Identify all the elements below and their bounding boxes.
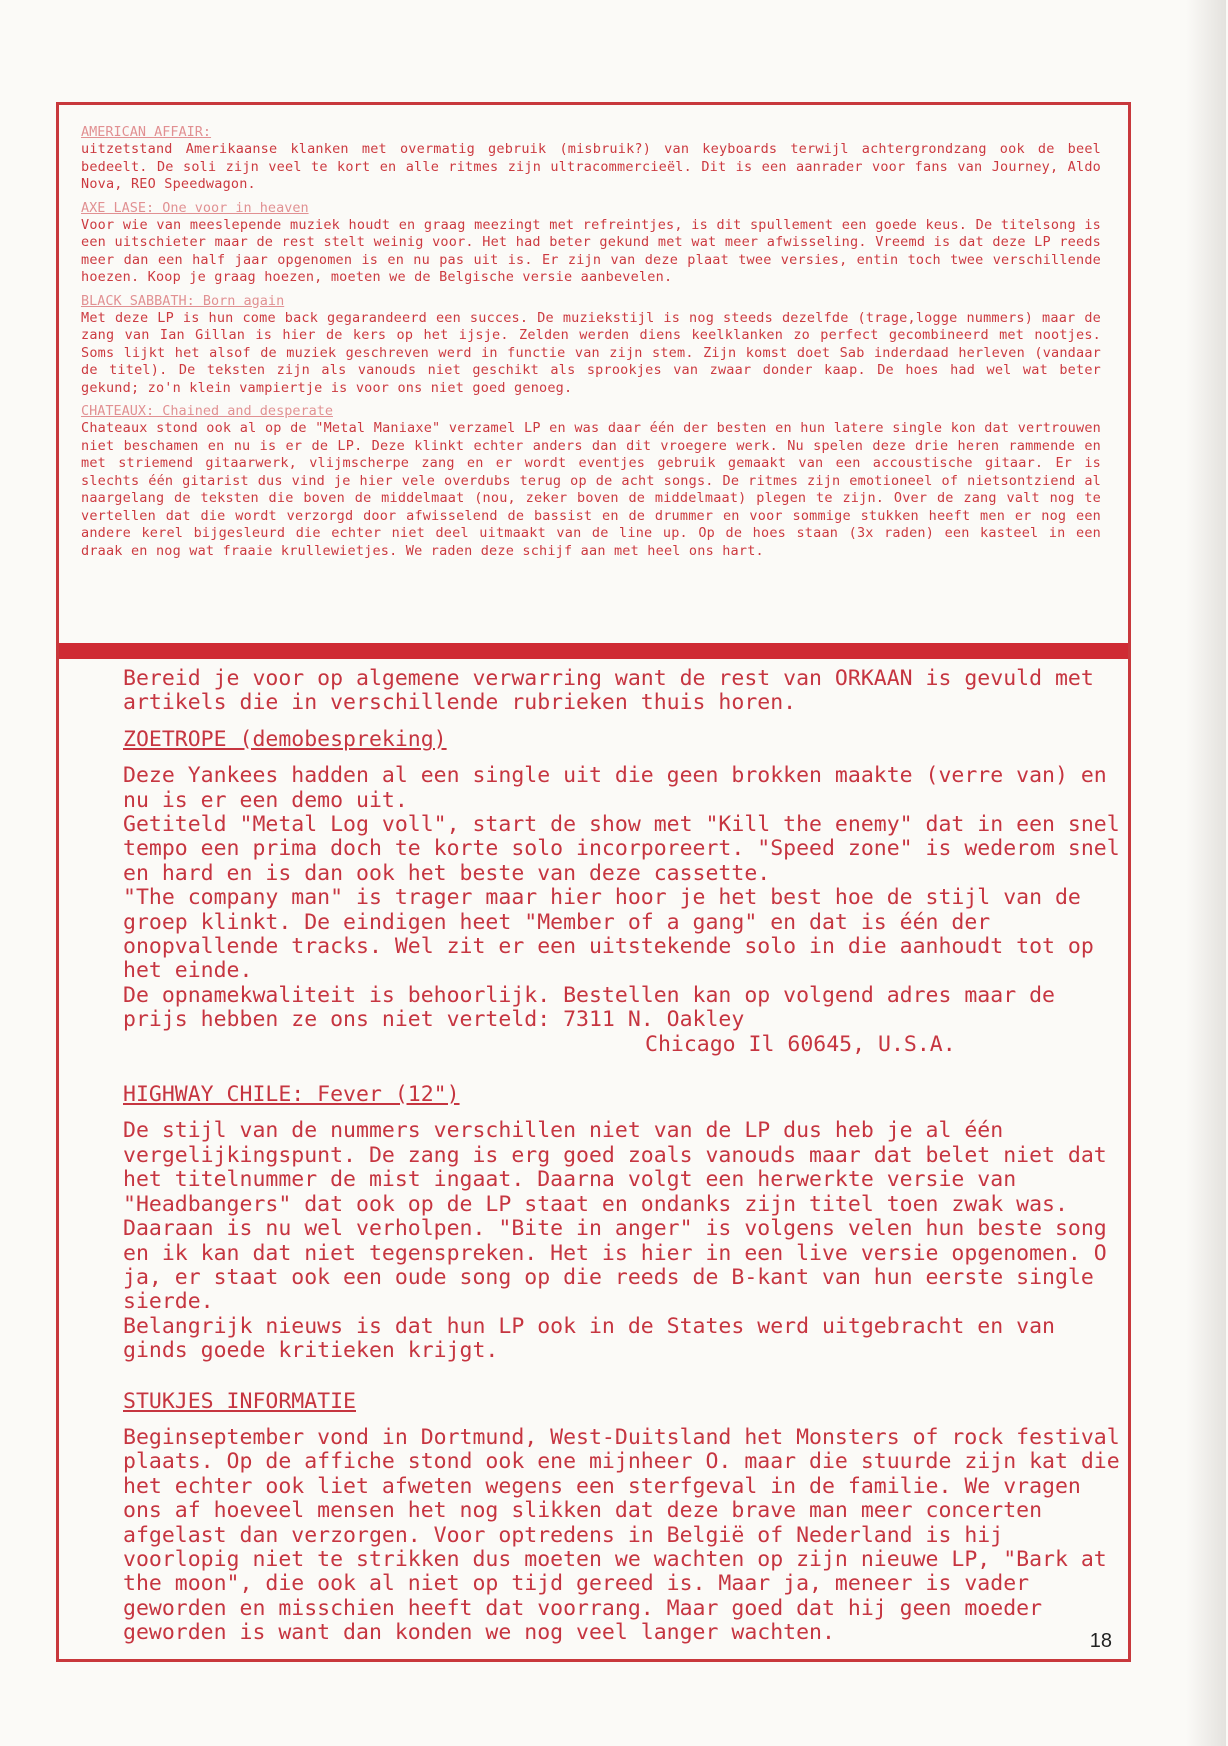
review-text-chateaux: Chateaux stond ook al op de "Metal Maniaxe" verzamel LP en was daar één der besten en hun latere single kon dat vertrouwen niet beschamen en nu is er de LP. Deze klinkt echter anders dan dit vroegere werk. Nu spelen deze drie heren rammende en met striemend gitaarwerk, vlijmscherpe zang en er wordt eventjes gebruik gemaakt van een accoustische gitaar. Er is slechts één gitarist dus vind je hier vele overdubs terug op de acht songs. De ritmes zijn emotioneel of nietsontziend al naargelang de teksten die boven de middelmaat (nou, zeker boven de middelmaat) plegen te zijn. Over de zang valt nog te vertellen dat die wordt verzorgd door afwisselend de bassist en de drummer en voor sommige stukken heeft men er nog een andere kerel bijgesleurd die echter niet deel uitmaakt van de line up. Op de hoes staan (3x raden) een kasteel in een draak en nog wat fraaie krullewietjes. We raden deze schijf aan met heel ons hart. [81,420,1101,559]
review-heading-chateaux: CHATEAUX: Chained and desperate [81,403,333,419]
red-divider-band [59,643,1128,659]
lower-articles [123,667,1123,1646]
intro-paragraph: Bereid je voor op algemene verwarring want de rest van ORKAAN is gevuld met artikels die in verschillende rubrieken thuis horen. [123,666,1094,716]
review-heading-black-sabbath: BLACK SABBATH: Born again [81,292,285,309]
review-heading-american-affair: AMERICAN AFFAIR: [81,124,212,140]
heading-zoetrope: ZOETROPE (demobespreking) [123,726,447,752]
review-text-black-sabbath: Met deze LP is hun come back gegarandeerd een succes. De muziekstijl is nog steeds dezelfde (trage,logge nummers) maar de zang van Ian Gillan is hier de kers op het ijsje. Zelden werden diens keelklanken zo perfect gecombineerd met nootjes. Soms lijkt het alsof de muziek geschreven werd in functie van zijn stem. Zijn komst doet Sab inderdaad herleven (vandaar de titel). De teksten zijn als vanouds niet geschikt als sprookjes van zwaar donder kaap. De hoes had wel wat beter gekund; zo'n klein vampiertje is voor ons niet goed genoeg. [81,309,1101,396]
page-number: 18 [1089,1630,1112,1652]
review-heading-axe-lase: AXE LASE: One voor in heaven [81,199,309,216]
heading-stukjes-informatie: STUKJES INFORMATIE [123,1388,356,1414]
upper-reviews [81,123,1101,648]
review-text-axe-lase: Voor wie van meeslepende muziek houdt en graag meezingt met refreintjes, is dit spullement een goede keus. De titelsong is een uitschieter maar de rest stelt weinig voor. Het had beter gekund met wat meer afwisseling. Vreemd is dat deze LP reeds meer dan een half jaar opgenomen is en nu pas uit is. Er zijn van deze plaat twee versies, entin toch twee verschillende hoezen. Koop je graag hoezen, moeten we de Belgische versie aanbevelen. [81,216,1101,285]
text-zoetrope: Deze Yankees hadden al een single uit die geen brokken maakte (verre van) en nu is er een demo uit. Getiteld "Metal Log voll", start de show met "Kill the enemy" dat in een snel tempo een prima doch te korte solo incorporeert. "Speed zone" is wederom snel en hard en is dan ook het beste van deze cassette. "The company man" is trager maar hier hoor je het best hoe de stijl van de groep klinkt. De eindigen heet "Member of a gang" en dat is één der onopvallende tracks. Wel zit er een uitstekende solo in die aanhoudt tot op het einde. De opnamekwaliteit is behoorlijk. Bestellen kan op volgend adres maar de prijs hebben ze ons niet verteld: 7311 N. Oakley [123,763,1120,1033]
page-edge-shadow [1186,0,1226,1746]
address-line: Chicago Il 60645, U.S.A. [645,1031,956,1057]
review-text-american-affair: uitzetstand Amerikaanse klanken met overmatig gebruik (misbruik?) van keyboards terwijl achtergrondzang ook de beel bedeelt. De soli zijn veel te kort en alle ritmes zijn ultracommercieël. Dit is een aanrader voor fans van Journey, Aldo Nova, REO Speedwagon. [81,141,1101,192]
text-highway-chile: De stijl van de nummers verschillen niet van de LP dus heb je al één vergelijkingspunt. De zang is erg goed zoals vanouds maar dat belet niet dat het titelnummer de mist ingaat. Daarna volgt een herwerkte versie van "Headbangers" dat ook op de LP staat en ondanks zijn titel toen zwak was. Daaraan is nu wel verholpen. "Bite in anger" is volgens velen hun beste song en ik kan dat niet tegenspreken. Het is hier in een live versie opgenomen. O ja, er staat ook een oude song op die reeds de B-kant van hun eerste single sierde. Belangrijk nieuws is dat hun LP ook in de States werd uitgebracht en van ginds goede kritieken krijgt. [123,1118,1107,1364]
heading-highway-chile: HIGHWAY CHILE: Fever (12") [123,1082,460,1108]
page-frame [56,102,1131,1662]
text-stukjes-informatie: Beginseptember vond in Dortmund, West-Duitsland het Monsters of rock festival plaats. Op de affiche stond ook ene mijnheer O. maar die stuurde zijn kat die het echter ook liet afweten wegens een sterfgeval in de familie. We vragen ons af hoeveel mensen het nog slikken dat deze brave man meer concerten afgelast dan verzorgen. Voor optredens in België of Nederland is hij voorlopig niet te strikken dus moeten we wachten op zijn nieuwe LP, "Bark at the moon", die ook al niet op tijd gereed is. Maar ja, meneer is vader geworden en misschien heeft dat voorrang. Maar goed dat hij geen moeder geworden is want dan konden we nog veel langer wachten. [123,1424,1120,1646]
